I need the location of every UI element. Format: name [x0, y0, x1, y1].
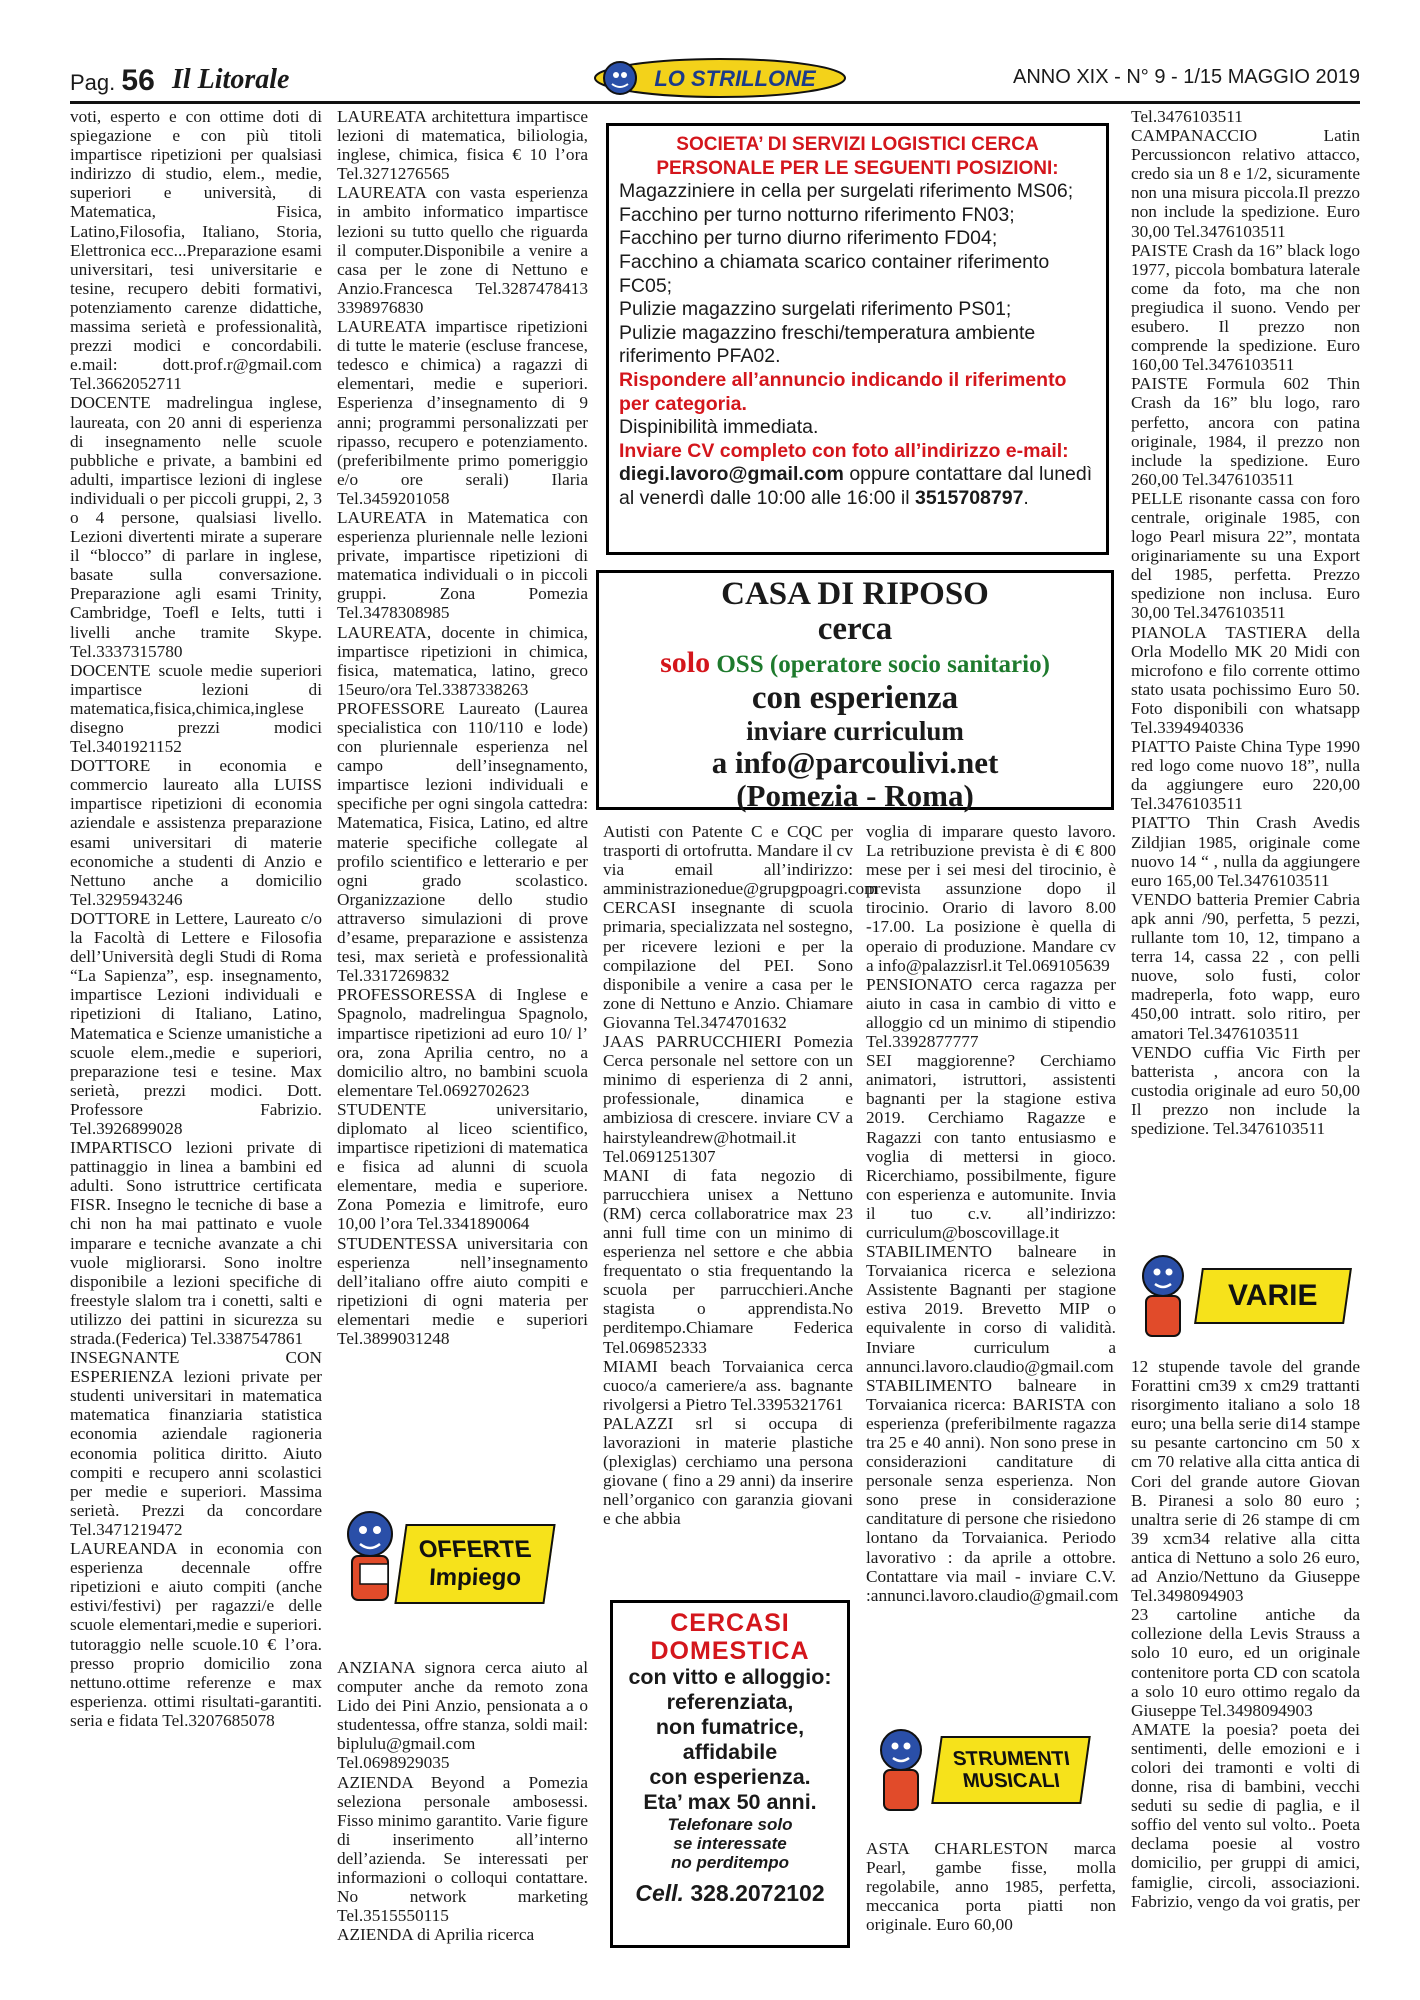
classified-ad: JAAS PARRUCCHIERI Pomezia Cerca personale nel settore con un minimo di esperienza di 2 anni, professionale, dinamica e ambiziosa di crescere. inviare CV a hairstyleandrew@hotmail.it Tel.0691251307: [603, 1032, 853, 1166]
domestica-line: non fumatrice,: [655, 1715, 805, 1739]
classified-ad: voglia di imparare questo lavoro. La retribuzione prevista è di € 800 mese per i sei mesi del tirocinio, è prevista assunzione dopo il tirocinio. Orario di lavoro 8.00 -17.00. La posizione è quella di operaio di produzione. Mandare cv a info@palazzisrl.it Tel.069105639: [866, 822, 1116, 975]
classified-ad: STABILIMENTO balneare in Torvaianica ricerca: BARISTA con esperienza (preferibilmente ragazza tra 25 e 40 anni). Non sono prese in considerazioni canditature di personale senza esperienza. Non sono prese in considerazione canditature di persone che risiedono lontano da Torvaianica. Periodo lavorativo : da aprile a ottobre. Contattare via mail - inviare C.V. :annunci.lavoro.claudio@gmail.com: [866, 1375, 1119, 1605]
varie-label: [1194, 1268, 1352, 1324]
classified-ad: PIANOLA TASTIERA della Orla Modello MK 20 Midi con microfono e filo corrente ottimo stato usata pochissimo Euro 50. Foto disponibili con whatsapp Tel.3394940336: [1131, 622, 1360, 737]
offerte-impiego-label: [394, 1524, 555, 1604]
classified-ad: PALAZZI srl si occupa di lavorazioni in materie plastiche (plexiglas) cerchiamo una persona giovane ( fino a 29 anni) da inserire nell’organico con garanzia giovani e che abbia: [603, 1413, 853, 1529]
classified-ad: DOTTORE in economia e commercio laureato alla LUISS impartisce ripetizioni di economia aziendale e assistenza preparazione esami universitari di materie economiche a studenti di Anzio e Nettuno anche a domicilio Tel.3295943246: [70, 756, 322, 909]
domestica-line: con esperienza.: [649, 1765, 811, 1789]
casa-di-riposo-ad: [596, 570, 1114, 813]
classified-ad: CAMPANACCIO Latin Percussioncon relativo attacco, credo sia un 8 e 1/2, sicuramente non una misura piccola.Il prezzo non include la spedizione. Euro 30,00 Tel.3476103511: [1131, 126, 1360, 241]
domestica-note: Telefonare solo: [667, 1815, 793, 1834]
classified-ad: STUDENTESSA universitaria con esperienza nell’insegnamento dell’italiano offre aiuto compiti e ripetizioni di ogni materia per elementari medie e superiori Tel.3899031248: [337, 1233, 588, 1348]
classified-ad: SEI maggiorenne? Cerchiamo animatori, istruttori, assistenti bagnanti per la stagione estiva 2019. Cerchiamo Ragazze e Ragazzi con tanto entusiasmo e voglia di mettersi in gioco. Ricerchiamo, possibilmente, figure con esperienza e automunite. Invia il tuo c.v. all’indirizzo: curriculum@boscovillage.it: [866, 1051, 1116, 1242]
lo-strillone-logo: [590, 56, 850, 100]
column-2: [337, 107, 588, 1348]
issue-info: ANNO XIX - N° 9 - 1/15 MAGGIO 2019: [1012, 66, 1360, 88]
societa-ad-title: SOCIETA’ DI SERVIZI LOGISTICI CERCA PERSONALE PER LE SEGUENTI POSIZIONI:: [656, 134, 1059, 179]
classified-ad: PAISTE Formula 602 Thin Crash da 16” blu logo, raro perfetto, ancora con patina originale, 1984, il prezzo non include la spedizione. Euro 260,00 Tel.3476103511: [1131, 374, 1360, 489]
mascot-icon: [330, 1504, 410, 1624]
column-4-lower: [866, 1839, 1116, 1934]
domestica-note: se interessate: [673, 1834, 787, 1853]
cv-instruction: Inviare CV completo con foto all’indirizzo e-mail:: [619, 439, 1069, 462]
position-line: Facchino per turno notturno riferimento FN03;: [619, 203, 1015, 226]
casa-oss: [599, 647, 1111, 681]
varie-text: VARIE: [1228, 1279, 1318, 1312]
offerte-text: OFFERTE: [417, 1536, 533, 1563]
cell-number: 328.2072102: [683, 1880, 825, 1906]
classified-ad: DOCENTE scuole medie superiori impartisce lezioni di matematica,fisica,chimica,inglese disegno prezzi modici Tel.3401921152: [70, 660, 322, 757]
column-2-lower: [337, 1658, 588, 1944]
paper-name: Il Litorale: [172, 64, 290, 95]
column-5: [1131, 107, 1360, 1138]
casa-curriculum: inviare curriculum: [746, 716, 964, 746]
classified-ad: VENDO batteria Premier Cabria apk anni /90, perfetta, 5 pezzi, rullante tom 10, 12, timpano a terra 14, cassa 22 , con pelli nuove, solo fusti, color madreperla, foto wapp, euro 450,00 intratt. solo ritiro, per amatori Tel.3476103511: [1131, 889, 1360, 1043]
domestica-heading-2: DOMESTICA: [650, 1637, 810, 1665]
domestica-note: no perditempo: [670, 1853, 790, 1872]
domestica-heading-1: CERCASI: [670, 1609, 790, 1637]
casa-oss-text: OSS (operatore socio sanitario): [710, 651, 1050, 678]
reply-instruction: Rispondere all’annuncio indicando il riferimento per categoria.: [619, 368, 1067, 415]
strumenti-musicali-label: [931, 1736, 1091, 1804]
classified-ad: ANZIANA signora cerca aiuto al computer anche da remoto zona Lido dei Pini Anzio, pensionata a o studentessa, offre stanza, soldi mail: biplulu@gmail.com Tel.0698929035: [337, 1658, 588, 1773]
casa-esperienza: con esperienza: [751, 680, 959, 716]
casa-email: a info@parcoulivi.net: [711, 745, 999, 780]
classified-ad: PIATTO Thin Crash Avedis Zildjian 1985, originale come nuovo 14 “ , nulla da aggiungere euro 165,00 Tel.3476103511: [1131, 813, 1360, 890]
column-5-lower: [1131, 1357, 1360, 1911]
position-line: Facchino per turno diurno riferimento FD04;: [619, 227, 998, 250]
classified-ad: STABILIMENTO balneare in Torvaianica ricerca e seleziona Assistente Bagnanti per stagione estiva 2019. Brevetto MIP o equivalente in corso di validità. Inviare curriculum a annunci.lavoro.claudio@gmail.com: [866, 1242, 1116, 1376]
classified-ad: voti, esperto e con ottime doti di spiegazione e con più titoli impartisce ripetizioni per qualsiasi indirizzo di studio, elem., medie, superiori e università, di Matematica, Fisica, Latino,Filosofia, Italiano, Storia, Elettronica ecc...Preparazione esami universitari, tesi universitarie e tesine, recupero debiti formativi, potenziamento carenze didattiche, massima serietà e professionalità, prezzi modici e concordabili. e.mail: dott.prof.r@gmail.com Tel.3662052711: [70, 107, 322, 394]
position-line: Facchino a chiamata scarico container riferimento FC05;: [619, 250, 1050, 297]
domestica-line: con vitto e alloggio:: [628, 1665, 832, 1689]
classified-ad: IMPARTISCO lezioni private di pattinaggio in linea a bambini ed adulti. Sono istruttrice certificata FISR. Insegno le tecniche di base a chi non ha mai pattinato e vuole imparare e tecniche avanzate a chi vuole migliorarsi. Sono inoltre disponibile a lezioni specifiche di freestyle slalom tra i conetti, salti e utilizzo dei pattini in sicurezza su strada.(Federica) Tel.3387547861: [70, 1138, 322, 1348]
contact-email: diegi.lavoro@gmail.com: [619, 463, 844, 486]
musicali-text: MUSICALI: [961, 1770, 1061, 1792]
casa-title: CASA DI RIPOSO: [721, 576, 989, 612]
classified-ad: ASTA CHARLESTON marca Pearl, gambe fisse, molla regolabile, anno 1985, perfetta, meccanica porta piatti non originale. Euro 60,00: [866, 1839, 1116, 1935]
classified-ad: PIATTO Paiste China Type 1990 red logo come nuovo 18”, nulla da aggiungere euro 220,00 Tel.3476103511: [1131, 737, 1360, 814]
domestica-line: affidabile: [682, 1740, 778, 1764]
classified-ad: LAUREATA in Matematica con esperienza pluriennale nelle lezioni private, impartisce ripetizioni di matematica individuali o in piccoli gruppi. Zona Pomezia Tel.3478308985: [337, 507, 588, 623]
page-header: [70, 56, 1360, 102]
classified-ad: MIAMI beach Torvaianica cerca cuoco/a cameriere/a ass. bagnante rivolgersi a Pietro Tel.3395321761: [603, 1356, 853, 1414]
contact-hours: oppure contattare dal lunedì al venerdì dalle 10:00 alle 16:00 il: [619, 463, 1093, 509]
availability-text: Dispinibilità immediata.: [619, 416, 819, 439]
classified-ad: LAUREATA, docente in chimica, impartisce ripetizioni in chimica, fisica, matematica, latino, greco 15euro/ora Tel.3387338263: [337, 622, 588, 699]
impiego-text: Impiego: [427, 1564, 523, 1591]
contact-phone: 3515708797: [914, 486, 1024, 509]
classified-ad: LAUREATA architettura impartisce lezioni di matematica, biliologia, inglese, chimica, fisica € 10 l’ora Tel.3271276565: [337, 107, 588, 184]
classified-ad: Tel.3476103511: [1131, 107, 1243, 126]
classified-ad: VENDO cuffia Vic Firth per batterista , ancora con la custodia originale ad euro 50,00 Il prezzo non include la spedizione. Tel.3476103511: [1131, 1042, 1360, 1138]
strumenti-musicali-banner: [866, 1722, 1106, 1832]
classified-ad: 23 cartoline antiche da collezione della Levis Strauss a solo 10 euro, ed un originale contenitore porta CD con scatola a solo 10 euro ottimo regalo da Giuseppe Tel.3498094903: [1131, 1605, 1360, 1720]
header-divider: [70, 101, 1360, 104]
logo-text: LO STRILLONE: [654, 66, 816, 91]
societa-logistica-ad: [606, 123, 1109, 555]
classified-ad: PENSIONATO cerca ragazza per aiuto in casa in cambio di vitto e alloggio cd un minimo di stipendio Tel.3392877777: [866, 974, 1116, 1052]
mascot-icon: [1128, 1248, 1198, 1344]
classified-ad: CERCASI insegnante di scuola primaria, specializzata nel sostegno, per ricevere lezioni e per la compilazione del PEI. Sono disponibile a venire a casa per le zone di Nettuno e Anzio. Chiamare Giovanna Tel.3474701632: [603, 898, 853, 1032]
contact-text: [619, 463, 1096, 510]
classified-ad: AZIENDA Beyond a Pomezia seleziona personale ambosessi. Fisso minimo garantito. Varie figure di inserimento all’interno dell’azienda. Se interessati per informazioni o colloqui contattare. No network marketing Tel.3515550115: [337, 1772, 588, 1926]
casa-solo: solo: [660, 646, 711, 679]
classified-ad: PAISTE Crash da 16” black logo 1977, piccola bombatura laterale come da foto, ma che non pregiudica il suono. Vendo per esubero. Il prezzo non comprende la spedizione. Euro 160,00 Tel.3476103511: [1131, 240, 1360, 375]
classified-ad: LAUREANDA in economia con esperienza decennale offre ripetizioni e aiuto compiti (anche estivi/festivi) per ragazzi/e delle scuole elementari,medie e superiori. tutoraggio nelle scuole.10 € l’ora. presso proprio domicilio zona nettuno.ottime referenze e max esperienza. ottimi risultati-garantiti. seria e fidata Tel.3207685078: [70, 1539, 322, 1730]
casa-location: (Pomezia - Roma): [736, 778, 974, 813]
classified-ad: LAUREATA impartisce ripetizioni di tutte le materie (escluse francese, tedesco e chimica) a ragazzi di elementari, medie e superiori. Esperienza d’insegnamento di 9 anni; programmi personalizzati per ripasso, recupero e potenziamento. (preferibilmente primo pomeriggio e/o ore serali) Ilaria Tel.3459201058: [337, 317, 588, 508]
classified-ad: AZIENDA di Aprilia ricerca: [337, 1925, 535, 1945]
classified-ad: DOCENTE madrelingua inglese, laureata, con 20 anni di esperienza di insegnamento nelle scuole pubbliche e private, a bambini ed adulti, impartisce lezioni di inglese individuali o per piccoli gruppi, 2, 3 o 4 persone, qualsiasi livello. Lezioni divertenti mirate a superare il “blocco” di parlare in inglese, basate sulla conversazione. Preparazione agli esami Trinity, Cambridge, Toefl e Ielts, tutti i livelli anche tramite Skype. Tel.3337315780: [70, 393, 322, 661]
column-4: [866, 822, 1119, 1605]
mascot-icon: [866, 1722, 936, 1822]
classified-ad: AMATE la poesia? poeta dei sentimenti, delle emozioni e i colori dei tramonti e volti di donne, risa di bambini, vecchi seduti su sedie di paglia, e il soffio del vento sul volto.. Poeta declama poesie al vostro domicilio, per gruppi di amici, famiglie, circoli, associazioni. Fabrizio, vengo da voi gratis, per: [1131, 1719, 1360, 1911]
domestica-cell: [613, 1878, 847, 1908]
column-3: [603, 822, 878, 1529]
classified-ad: PROFESSORE Laureato (Laurea specialistica con 110/110 e lode) con pluriennale esperienza nel campo dell’insegnamento, impartisce lezioni individuali e specifiche per ogni singola cattedra: Matematica, Fisica, Latino, ed altre materie specifiche collegate al profilo scientifico e letterario e per ogni grado scolastico. Organizzazione dello studio attraverso simulazioni di prove d’esame, preparazione e assistenza tesi, max serietà e professionalità Tel.3317269832: [337, 698, 588, 986]
strumenti-text: STRUMENTI: [951, 1748, 1071, 1770]
classified-ad: 12 stupende tavole del grande Forattini cm39 x cm29 trattanti risorgimento italiano a solo 18 euro; una bella serie di14 stampe su pesante cartoncino cm 50 x cm 70 relative alla citta antica di Cori del grande autore Giovan B. Piranesi a solo 80 euro ; unaltra serie di 26 stampe di cm 39 xcm34 relative alla citta antica di Nettuno a solo 26 euro, ad Anzio/Nettuno da Giuseppe Tel.3498094903: [1131, 1357, 1360, 1606]
varie-banner: [1128, 1248, 1360, 1348]
casa-cerca: cerca: [817, 611, 893, 647]
classified-ad: MANI di fata negozio di parrucchiera unisex a Nettuno (RM) cerca collaboratrice max 23 anni full time con un minimo di esperienza nel settore e che abbia frequentato o stia frequentando la scuola per parrucchieri.Anche stagista o apprendista.No perditempo.Chiamare Federica Tel.069852333: [603, 1165, 853, 1357]
contact-end: .: [1023, 486, 1029, 509]
classified-ad: DOTTORE in Lettere, Laureato c/o la Facoltà di Lettere e Filosofia dell’Università degli Studi di Roma “La Sapienza”, esp. insegnamento, impartisce Lezioni individuali e ripetizioni di Italiano, Latino, Matematica e Scienze umanistiche a scuole elem.,medie e superiori, preparazione tesi e tesine. Max serietà, prezzi modici. Dott. Professore Fabrizio. Tel.3926899028: [70, 908, 322, 1138]
page-number-value: 56: [121, 64, 155, 97]
classified-ad: PROFESSORESSA di Inglese e Spagnolo, madrelingua Spagnolo, impartisce ripetizioni ad euro 10/ l’ ora, zona Aprilia centro, no a domicilio altro, no bambini scuola elementare Tel.0692702623: [337, 985, 588, 1100]
classified-ad: LAUREATA con vasta esperienza in ambito informatico impartisce lezioni su tutto quello che riguarda il computer.Disponibile a venire a casa per le zone di Nettuno e Anzio.Francesca Tel.3287478413 3398976830: [337, 183, 588, 317]
position-line: Pulizie magazzino freschi/temperatura ambiente riferimento PFA02.: [619, 321, 1036, 368]
position-line: Magazziniere in cella per surgelati riferimento MS06;: [619, 180, 1074, 203]
classified-ad: Autisti con Patente C e CQC per trasporti di ortofrutta. Mandare il cv via email all’indirizzo: amministrazionedue@grupgpoagri.com: [603, 822, 878, 899]
page-label: Pag.: [70, 70, 116, 95]
domestica-line: Eta’ max 50 anni.: [643, 1790, 817, 1814]
classified-ad: INSEGNANTE CON ESPERIENZA lezioni private per studenti universitari in matematica matematica finanziaria statistica economia aziendale ragioneria economia politica diritto. Aiuto compiti e recupero anni scolastici per medie e superiori. Massima serietà. Prezzi da concordare Tel.3471219472: [70, 1348, 322, 1539]
cercasi-domestica-ad: [610, 1600, 850, 1948]
column-1: [70, 107, 322, 1730]
classified-ad: PELLE risonante cassa con foro centrale, originale 1985, con logo Pearl misura 22”, montata originariamente su una Export del 1985, perfetta. Prezzo spedizione non inclusa. Euro 30,00 Tel.3476103511: [1131, 488, 1360, 623]
offerte-impiego-banner: [330, 1504, 570, 1644]
domestica-line: referenziata,: [666, 1690, 794, 1714]
cell-label: Cell.: [635, 1880, 684, 1906]
classified-ad: STUDENTE universitario, diplomato al liceo scientifico, impartisce ripetizioni di matematica e fisica ad alunni di scuola elementare, media e superiore. Zona Pomezia e limitrofe, euro 10,00 l’ora Tel.3341890064: [337, 1099, 588, 1234]
page-number: [70, 64, 155, 98]
position-line: Pulizie magazzino surgelati riferimento PS01;: [619, 298, 1012, 321]
